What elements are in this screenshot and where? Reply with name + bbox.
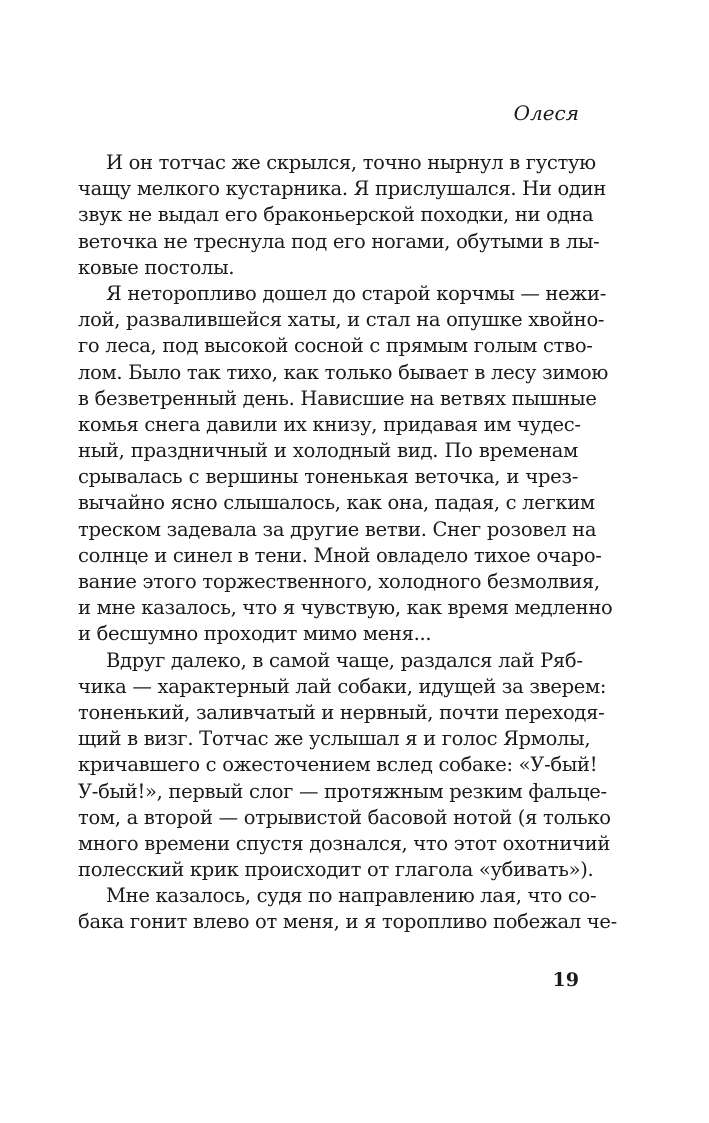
text-line: вычайно ясно слышалось, как она, падая, с легким [78, 491, 595, 515]
page-number: 19 [552, 969, 579, 991]
text-line: веточка не треснула под его ногами, обутыми в лы- [78, 229, 600, 253]
text-line: лом. Было так тихо, как только бывает в лесу зимою [78, 360, 609, 384]
text-line: чика — характерный лай собаки, идущей за зверем: [78, 674, 607, 698]
text-line: том, а второй — отрывистой басовой нотой (я только [78, 805, 611, 829]
text-line: Вдруг далеко, в самой чаще, раздался лай Ряб- [106, 648, 583, 672]
running-header: Олеся [513, 101, 579, 125]
text-line: ный, праздничный и холодный вид. По временам [78, 439, 578, 463]
text-line: комья снега давили их книзу, придавая им чудес- [78, 412, 581, 436]
text-line: солнце и синел в тени. Мной овладело тихое очаро- [78, 543, 602, 567]
text-line: срывалась с вершины тоненькая веточка, и чрез- [78, 465, 578, 489]
text-line: вание этого торжественного, холодного безмолвия, [78, 570, 600, 593]
text-line: Мне казалось, судя по направлению лая, что со- [106, 884, 597, 908]
text-line: щий в визг. Тотчас же услышал я и голос Ярмолы, [78, 727, 591, 751]
text-line: тоненький, заливчатый и нервный, почти переходя- [78, 700, 605, 724]
text-line: ковые постолы. [78, 255, 235, 279]
text-line: звук не выдал его браконьерской походки, ни одна [78, 203, 594, 227]
text-line: Я неторопливо дошел до старой корчмы — нежи- [106, 281, 606, 305]
text-line: лой, развалившейся хаты, и стал на опушке хвойно- [78, 308, 605, 332]
body-text [78, 150, 617, 936]
text-line: полесский крик происходит от глагола «убивать»). [78, 858, 594, 882]
text-line: го леса, под высокой сосной с прямым голым ство- [78, 334, 593, 358]
text-line: в безветренный день. Нависшие на ветвях пышные [78, 386, 597, 410]
text-line: и бесшумно проходит мимо меня... [78, 622, 432, 646]
text-line: треском задевала за другие ветви. Снег розовел на [78, 517, 597, 541]
text-line: много времени спустя дознался, что этот охотничий [78, 831, 611, 855]
text-line: И он тотчас же скрылся, точно нырнул в густую [106, 151, 596, 174]
text-line: бака гонит влево от меня, и я торопливо побежал че- [78, 910, 617, 934]
text-line: и мне казалось, что я чувствую, как время медленно [78, 596, 613, 620]
text-line: чащу мелкого кустарника. Я прислушался. Ни один [78, 177, 606, 201]
text-line: У-бый!», первый слог — протяжным резким фальце- [78, 779, 607, 803]
text-line: кричавшего с ожесточением вслед собаке: «У-бый! [78, 753, 598, 777]
